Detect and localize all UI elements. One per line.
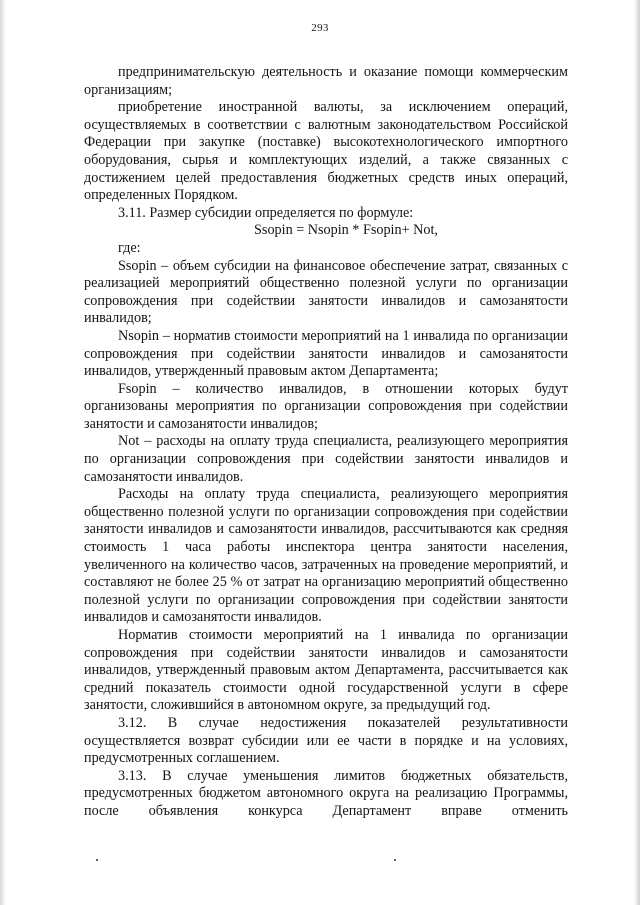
page-number: 293 <box>311 22 329 34</box>
scan-speck <box>96 859 98 861</box>
section-heading: 3.11. Размер субсидии определяется по формуле: <box>118 204 414 221</box>
scan-edge-right <box>634 0 640 905</box>
section-3-12: 3.12. В случае недостижения показателей результативности осуществляется возврат субсидии или ее части в порядке и на условиях, предусмотренных соглашением. <box>84 714 568 767</box>
formula-where-label: где: <box>118 239 141 256</box>
paragraph: Расходы на оплату труда специалиста, реализующего мероприятия общественно полезной услуги по организации сопровождения при содействии занятости инвалидов и самозанятости инвалидов, рассчитываются как средняя стоимость 1 часа работы инспектора центра занятости населения, увеличенного на количество часов, затраченных на проведение мероприятий, и составляют не более 25 % от затрат на организацию мероприятий общественно полезной услуги по организации сопровождения при содействии занятости инвалидов и самозанятости инвалидов. <box>84 486 568 626</box>
definition-fsopin: Fsopin – количество инвалидов, в отношении которых будут организованы мероприятия по организации сопровождения при содействии занятости и самозанятости инвалидов; <box>84 380 568 432</box>
definition-not: Not – расходы на оплату труда специалиста, реализующего мероприятия по организации сопровождения при содействии занятости инвалидов и самозанятости инвалидов. <box>84 433 568 485</box>
paragraph: приобретение иностранной валюты, за исключением операций, осуществляемых в соответствии с валютным законодательством Российской Федерации при закупке (поставке) высокотехнологического импортного оборудования, сырья и комплектующих изделий, а также связанных с достижением целей предоставления бюджетных средств иных операций, определенных Порядком. <box>84 99 568 204</box>
scan-speck <box>394 859 396 861</box>
scan-edge-left <box>0 0 6 905</box>
paragraph: предпринимательскую деятельность и оказание помощи коммерческим организациям; <box>84 64 568 98</box>
section-3-13: 3.13. В случае уменьшения лимитов бюджетных обязательств, предусмотренных бюджетом автономного округа на реализацию Программы, после объявления конкурса Департамент вправе отменить <box>84 767 568 819</box>
definition-ssopin: Ssopin – объем субсидии на финансовое обеспечение затрат, связанных с реализацией мероприятий общественно полезной услуги по организации сопровождения при содействии занятости инвалидов и самозанятости инвалидов; <box>84 257 568 327</box>
formula: Ssopin = Nsopin * Fsopin+ Not, <box>254 222 438 239</box>
definition-nsopin: Nsopin – норматив стоимости мероприятий на 1 инвалида по организации сопровождения при содействии занятости инвалидов и самозанятости инвалидов, утвержденный правовым актом Департамента; <box>84 327 568 380</box>
paragraph: Норматив стоимости мероприятий на 1 инвалида по организации сопровождения при содействии занятости инвалидов и самозанятости инвалидов, утвержденный правовым актом Департамента, рассчитывается как средний показатель стоимости одной государственной услуги в сфере занятости, сложившийся в автономном округе, за предыдущий год. <box>84 627 568 714</box>
document-body <box>84 64 568 821</box>
